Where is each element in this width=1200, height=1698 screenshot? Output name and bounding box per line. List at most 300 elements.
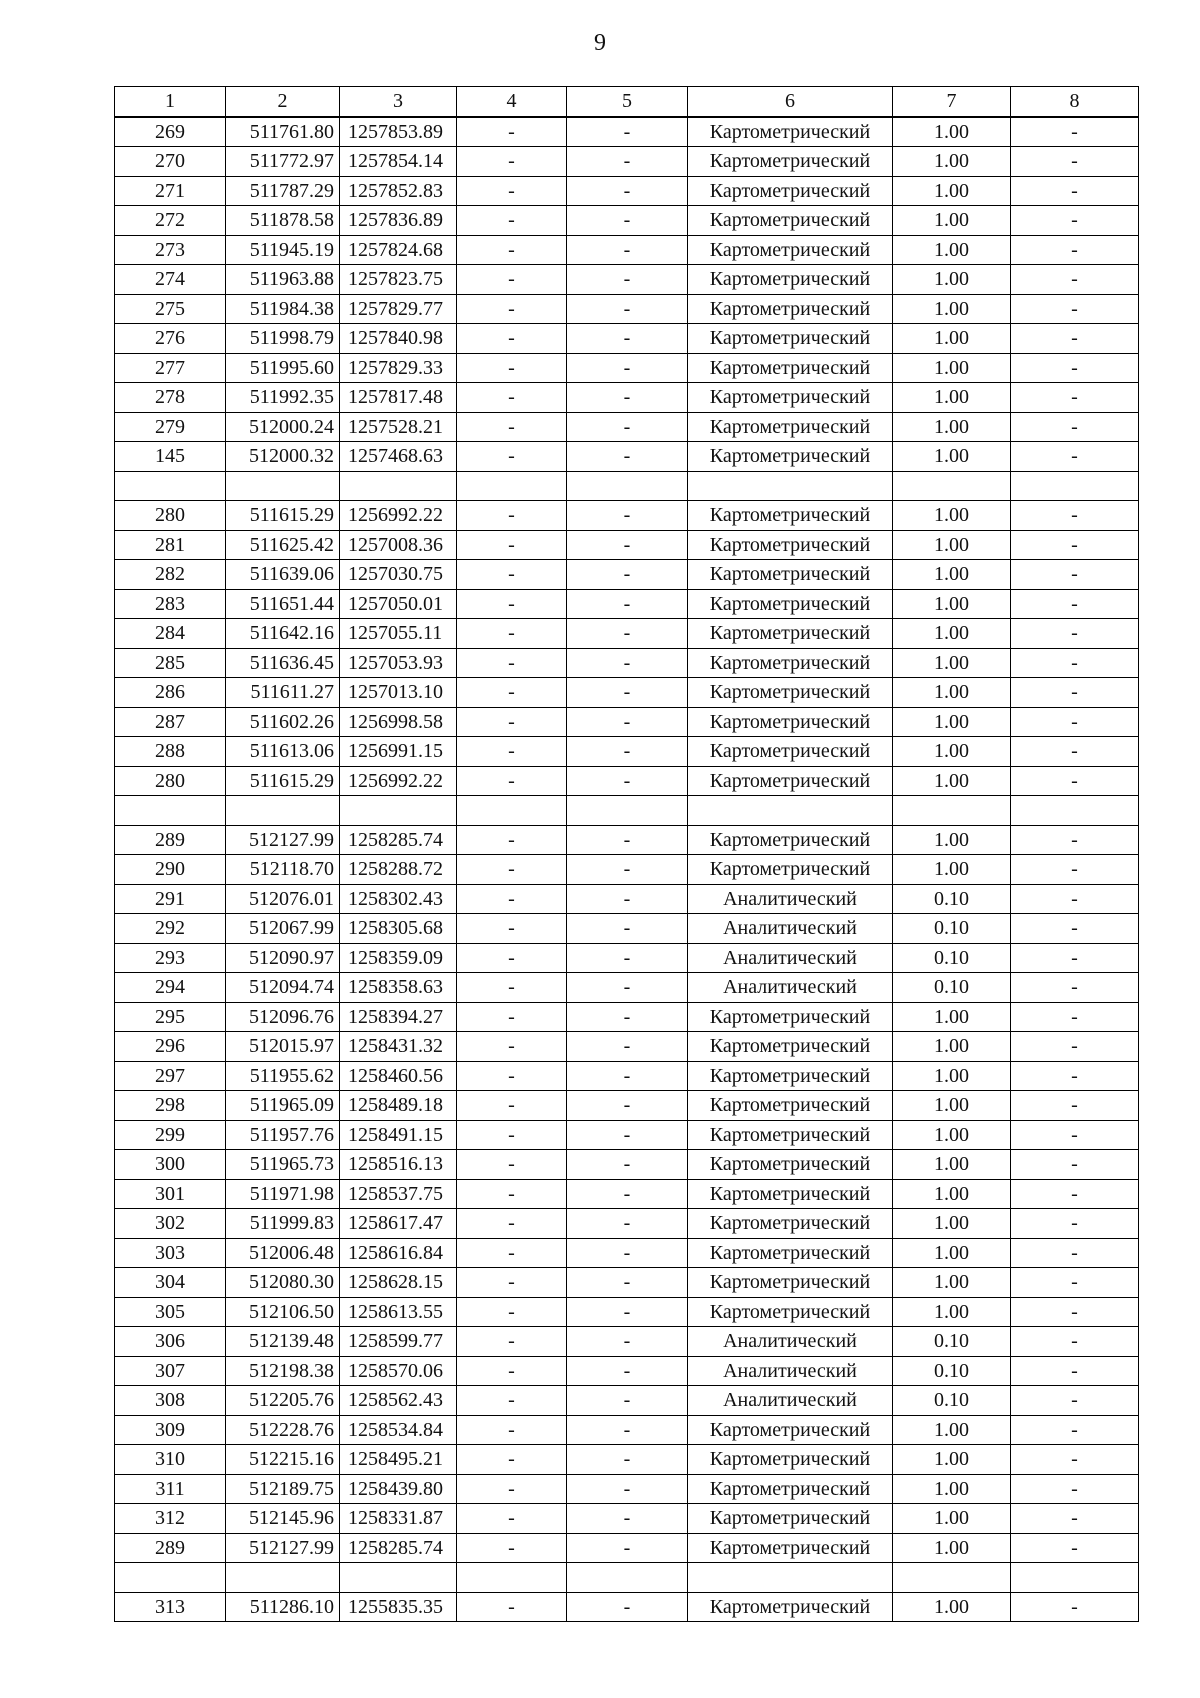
table-row <box>115 1061 1139 1091</box>
accuracy-cell: 1.00 <box>893 117 1011 147</box>
column-5-value-cell: - <box>567 589 688 619</box>
coordinate-y-cell: 1256992.22 <box>340 766 457 796</box>
table-row <box>115 796 1139 826</box>
point-number-cell: 290 <box>115 855 226 885</box>
table-row <box>115 678 1139 708</box>
accuracy-cell: 1.00 <box>893 1179 1011 1209</box>
point-number-cell: 279 <box>115 412 226 442</box>
column-4-value-cell: - <box>457 1268 567 1298</box>
column-5-value-cell: - <box>567 1091 688 1121</box>
column-8-value-cell <box>1011 1563 1139 1593</box>
coordinate-x-cell: 511957.76 <box>226 1120 340 1150</box>
table-row <box>115 1592 1139 1622</box>
coordinate-x-cell: 511615.29 <box>226 766 340 796</box>
column-5-value-cell: - <box>567 707 688 737</box>
table-row <box>115 1238 1139 1268</box>
point-number-cell: 284 <box>115 619 226 649</box>
coordinate-x-cell: 512067.99 <box>226 914 340 944</box>
column-4-value-cell: - <box>457 619 567 649</box>
table-row <box>115 1504 1139 1534</box>
column-5-value-cell: - <box>567 1592 688 1622</box>
column-4-value-cell: - <box>457 235 567 265</box>
column-4-value-cell: - <box>457 442 567 472</box>
coordinate-y-cell: 1258599.77 <box>340 1327 457 1357</box>
column-5-value-cell: - <box>567 147 688 177</box>
point-number-cell: 280 <box>115 766 226 796</box>
column-8-value-cell: - <box>1011 855 1139 885</box>
table-header <box>115 87 1139 117</box>
coordinate-x-cell: 511998.79 <box>226 324 340 354</box>
table-row <box>115 737 1139 767</box>
column-8-value-cell: - <box>1011 1091 1139 1121</box>
column-8-value-cell: - <box>1011 914 1139 944</box>
column-8-value-cell: - <box>1011 943 1139 973</box>
method-cell: Аналитический <box>688 1327 893 1357</box>
point-number-cell: 297 <box>115 1061 226 1091</box>
method-cell: Картометрический <box>688 1120 893 1150</box>
column-8-value-cell <box>1011 471 1139 501</box>
column-8-value-cell: - <box>1011 1002 1139 1032</box>
column-5-value-cell: - <box>567 324 688 354</box>
coordinate-x-cell: 512076.01 <box>226 884 340 914</box>
point-number-cell: 271 <box>115 176 226 206</box>
coordinate-y-cell: 1257468.63 <box>340 442 457 472</box>
coordinate-y-cell: 1258285.74 <box>340 825 457 855</box>
point-number-cell: 299 <box>115 1120 226 1150</box>
table-row <box>115 176 1139 206</box>
table-row <box>115 501 1139 531</box>
table-row <box>115 1091 1139 1121</box>
column-8-value-cell: - <box>1011 235 1139 265</box>
column-5-value-cell: - <box>567 1356 688 1386</box>
column-4-value-cell: - <box>457 353 567 383</box>
column-5-value-cell: - <box>567 678 688 708</box>
point-number-cell: 272 <box>115 206 226 236</box>
column-8-value-cell <box>1011 796 1139 826</box>
column-8-value-cell: - <box>1011 737 1139 767</box>
column-5-value-cell <box>567 1563 688 1593</box>
coordinate-x-cell: 511971.98 <box>226 1179 340 1209</box>
column-4-value-cell: - <box>457 855 567 885</box>
point-number-cell: 291 <box>115 884 226 914</box>
column-4-value-cell: - <box>457 324 567 354</box>
accuracy-cell: 1.00 <box>893 147 1011 177</box>
column-5-value-cell: - <box>567 1415 688 1445</box>
coordinate-y-cell: 1258439.80 <box>340 1474 457 1504</box>
coordinate-y-cell: 1258489.18 <box>340 1091 457 1121</box>
column-8-value-cell: - <box>1011 294 1139 324</box>
accuracy-cell <box>893 471 1011 501</box>
accuracy-cell: 1.00 <box>893 855 1011 885</box>
table-row <box>115 619 1139 649</box>
accuracy-cell: 1.00 <box>893 324 1011 354</box>
coordinate-y-cell: 1256991.15 <box>340 737 457 767</box>
column-4-value-cell: - <box>457 117 567 147</box>
accuracy-cell: 1.00 <box>893 1504 1011 1534</box>
accuracy-cell: 1.00 <box>893 412 1011 442</box>
point-number-cell: 278 <box>115 383 226 413</box>
method-cell: Аналитический <box>688 914 893 944</box>
table-row <box>115 825 1139 855</box>
point-number-cell: 292 <box>115 914 226 944</box>
accuracy-cell: 1.00 <box>893 1061 1011 1091</box>
table-row <box>115 324 1139 354</box>
column-8-value-cell: - <box>1011 1415 1139 1445</box>
accuracy-cell: 1.00 <box>893 1238 1011 1268</box>
column-4-value-cell: - <box>457 294 567 324</box>
coordinate-x-cell: 511995.60 <box>226 353 340 383</box>
column-header-1: 1 <box>115 87 226 117</box>
accuracy-cell: 1.00 <box>893 1002 1011 1032</box>
column-8-value-cell: - <box>1011 530 1139 560</box>
table-row <box>115 914 1139 944</box>
point-number-cell: 307 <box>115 1356 226 1386</box>
accuracy-cell: 0.10 <box>893 914 1011 944</box>
coordinate-y-cell: 1258570.06 <box>340 1356 457 1386</box>
column-4-value-cell: - <box>457 884 567 914</box>
coordinate-x-cell: 511955.62 <box>226 1061 340 1091</box>
column-5-value-cell: - <box>567 1327 688 1357</box>
point-number-cell: 309 <box>115 1415 226 1445</box>
method-cell: Картометрический <box>688 176 893 206</box>
column-5-value-cell: - <box>567 1474 688 1504</box>
point-number-cell: 276 <box>115 324 226 354</box>
point-number-cell: 289 <box>115 825 226 855</box>
column-8-value-cell: - <box>1011 412 1139 442</box>
coordinate-x-cell: 511963.88 <box>226 265 340 295</box>
column-4-value-cell: - <box>457 825 567 855</box>
table-row <box>115 973 1139 1003</box>
accuracy-cell: 1.00 <box>893 619 1011 649</box>
accuracy-cell: 1.00 <box>893 442 1011 472</box>
coordinate-x-cell: 512189.75 <box>226 1474 340 1504</box>
point-number-cell: 275 <box>115 294 226 324</box>
method-cell: Картометрический <box>688 678 893 708</box>
coordinate-x-cell: 512090.97 <box>226 943 340 973</box>
column-8-value-cell: - <box>1011 648 1139 678</box>
coordinate-x-cell: 512215.16 <box>226 1445 340 1475</box>
coordinate-y-cell <box>340 796 457 826</box>
column-5-value-cell: - <box>567 914 688 944</box>
coordinate-x-cell: 511642.16 <box>226 619 340 649</box>
column-8-value-cell: - <box>1011 678 1139 708</box>
coordinate-x-cell: 511772.97 <box>226 147 340 177</box>
column-8-value-cell: - <box>1011 1386 1139 1416</box>
column-8-value-cell: - <box>1011 1297 1139 1327</box>
coordinate-x-cell: 511878.58 <box>226 206 340 236</box>
column-header-2: 2 <box>226 87 340 117</box>
method-cell: Аналитический <box>688 1356 893 1386</box>
table-row <box>115 1120 1139 1150</box>
method-cell: Картометрический <box>688 707 893 737</box>
coordinate-y-cell: 1258359.09 <box>340 943 457 973</box>
column-4-value-cell: - <box>457 737 567 767</box>
column-4-value-cell: - <box>457 1415 567 1445</box>
coordinate-x-cell: 512006.48 <box>226 1238 340 1268</box>
coordinate-y-cell: 1257852.83 <box>340 176 457 206</box>
column-8-value-cell: - <box>1011 176 1139 206</box>
point-number-cell: 274 <box>115 265 226 295</box>
column-4-value-cell: - <box>457 1592 567 1622</box>
column-header-8: 8 <box>1011 87 1139 117</box>
table-row <box>115 766 1139 796</box>
column-8-value-cell: - <box>1011 1120 1139 1150</box>
point-number-cell: 311 <box>115 1474 226 1504</box>
method-cell: Картометрический <box>688 825 893 855</box>
column-5-value-cell: - <box>567 265 688 295</box>
column-5-value-cell: - <box>567 206 688 236</box>
column-5-value-cell: - <box>567 619 688 649</box>
column-5-value-cell: - <box>567 1209 688 1239</box>
table-row <box>115 1209 1139 1239</box>
accuracy-cell: 1.00 <box>893 1209 1011 1239</box>
column-5-value-cell: - <box>567 1032 688 1062</box>
coordinate-y-cell: 1257836.89 <box>340 206 457 236</box>
accuracy-cell: 0.10 <box>893 884 1011 914</box>
method-cell: Картометрический <box>688 1238 893 1268</box>
table-row <box>115 412 1139 442</box>
column-4-value-cell: - <box>457 1032 567 1062</box>
column-5-value-cell: - <box>567 1120 688 1150</box>
point-number-cell: 283 <box>115 589 226 619</box>
column-5-value-cell: - <box>567 766 688 796</box>
point-number-cell: 281 <box>115 530 226 560</box>
column-8-value-cell: - <box>1011 1268 1139 1298</box>
column-5-value-cell <box>567 471 688 501</box>
column-8-value-cell: - <box>1011 825 1139 855</box>
coordinate-x-cell: 511761.80 <box>226 117 340 147</box>
table-row <box>115 884 1139 914</box>
method-cell: Картометрический <box>688 206 893 236</box>
point-number-cell: 296 <box>115 1032 226 1062</box>
column-8-value-cell: - <box>1011 619 1139 649</box>
column-8-value-cell: - <box>1011 117 1139 147</box>
coordinate-x-cell: 511615.29 <box>226 501 340 531</box>
coordinate-y-cell: 1258537.75 <box>340 1179 457 1209</box>
table-row <box>115 147 1139 177</box>
point-number-cell: 288 <box>115 737 226 767</box>
column-4-value-cell <box>457 796 567 826</box>
column-8-value-cell: - <box>1011 560 1139 590</box>
coordinate-x-cell <box>226 796 340 826</box>
point-number-cell: 305 <box>115 1297 226 1327</box>
coordinate-y-cell: 1258617.47 <box>340 1209 457 1239</box>
coordinate-y-cell: 1257008.36 <box>340 530 457 560</box>
coordinate-x-cell: 511945.19 <box>226 235 340 265</box>
accuracy-cell: 1.00 <box>893 1268 1011 1298</box>
point-number-cell: 277 <box>115 353 226 383</box>
column-8-value-cell: - <box>1011 383 1139 413</box>
coordinate-x-cell: 511286.10 <box>226 1592 340 1622</box>
method-cell: Картометрический <box>688 1091 893 1121</box>
column-5-value-cell: - <box>567 383 688 413</box>
page-number: 9 <box>594 30 606 56</box>
method-cell: Картометрический <box>688 530 893 560</box>
method-cell: Картометрический <box>688 1179 893 1209</box>
accuracy-cell: 1.00 <box>893 1120 1011 1150</box>
coordinate-y-cell: 1257030.75 <box>340 560 457 590</box>
method-cell: Картометрический <box>688 1445 893 1475</box>
method-cell: Картометрический <box>688 501 893 531</box>
method-cell: Картометрический <box>688 1032 893 1062</box>
coordinate-x-cell: 512080.30 <box>226 1268 340 1298</box>
column-4-value-cell: - <box>457 1209 567 1239</box>
method-cell: Аналитический <box>688 973 893 1003</box>
coordinate-x-cell: 511602.26 <box>226 707 340 737</box>
coordinate-x-cell: 512096.76 <box>226 1002 340 1032</box>
coordinate-y-cell: 1257823.75 <box>340 265 457 295</box>
coordinate-y-cell: 1258285.74 <box>340 1533 457 1563</box>
column-4-value-cell: - <box>457 707 567 737</box>
method-cell: Картометрический <box>688 1592 893 1622</box>
column-5-value-cell: - <box>567 235 688 265</box>
column-5-value-cell: - <box>567 825 688 855</box>
method-cell: Картометрический <box>688 766 893 796</box>
coordinate-y-cell <box>340 1563 457 1593</box>
column-4-value-cell: - <box>457 1474 567 1504</box>
column-5-value-cell: - <box>567 117 688 147</box>
point-number-cell: 145 <box>115 442 226 472</box>
column-header-4: 4 <box>457 87 567 117</box>
coordinate-y-cell: 1258491.15 <box>340 1120 457 1150</box>
column-header-3: 3 <box>340 87 457 117</box>
method-cell <box>688 796 893 826</box>
column-5-value-cell: - <box>567 1179 688 1209</box>
point-number-cell: 294 <box>115 973 226 1003</box>
column-4-value-cell: - <box>457 1356 567 1386</box>
coordinate-x-cell: 511613.06 <box>226 737 340 767</box>
column-4-value-cell: - <box>457 943 567 973</box>
header-row <box>115 87 1139 117</box>
method-cell: Картометрический <box>688 1150 893 1180</box>
table-row <box>115 530 1139 560</box>
coordinate-x-cell: 512228.76 <box>226 1415 340 1445</box>
method-cell: Картометрический <box>688 353 893 383</box>
table-row <box>115 1533 1139 1563</box>
accuracy-cell: 1.00 <box>893 1474 1011 1504</box>
column-header-7: 7 <box>893 87 1011 117</box>
coordinate-x-cell: 511992.35 <box>226 383 340 413</box>
coordinate-y-cell: 1256992.22 <box>340 501 457 531</box>
coordinate-y-cell: 1258394.27 <box>340 1002 457 1032</box>
table-row <box>115 648 1139 678</box>
table-row <box>115 1002 1139 1032</box>
coordinate-y-cell: 1257853.89 <box>340 117 457 147</box>
accuracy-cell: 1.00 <box>893 294 1011 324</box>
column-4-value-cell: - <box>457 1504 567 1534</box>
coordinate-x-cell: 511965.09 <box>226 1091 340 1121</box>
point-number-cell: 285 <box>115 648 226 678</box>
column-8-value-cell: - <box>1011 442 1139 472</box>
column-4-value-cell: - <box>457 1327 567 1357</box>
accuracy-cell <box>893 796 1011 826</box>
point-number-cell: 273 <box>115 235 226 265</box>
accuracy-cell: 0.10 <box>893 1356 1011 1386</box>
column-4-value-cell: - <box>457 1445 567 1475</box>
column-header-6: 6 <box>688 87 893 117</box>
point-number-cell: 304 <box>115 1268 226 1298</box>
column-4-value-cell: - <box>457 501 567 531</box>
accuracy-cell: 1.00 <box>893 1150 1011 1180</box>
method-cell: Картометрический <box>688 855 893 885</box>
point-number-cell: 280 <box>115 501 226 531</box>
accuracy-cell <box>893 1563 1011 1593</box>
column-5-value-cell: - <box>567 530 688 560</box>
point-number-cell: 282 <box>115 560 226 590</box>
column-8-value-cell: - <box>1011 1327 1139 1357</box>
column-5-value-cell: - <box>567 737 688 767</box>
point-number-cell: 293 <box>115 943 226 973</box>
column-4-value-cell: - <box>457 1533 567 1563</box>
method-cell: Картометрический <box>688 648 893 678</box>
accuracy-cell: 1.00 <box>893 1592 1011 1622</box>
coordinate-x-cell <box>226 471 340 501</box>
table-row <box>115 1356 1139 1386</box>
column-8-value-cell: - <box>1011 1533 1139 1563</box>
table-row <box>115 442 1139 472</box>
table-row <box>115 1268 1139 1298</box>
table-row <box>115 265 1139 295</box>
method-cell: Картометрический <box>688 412 893 442</box>
method-cell: Картометрический <box>688 147 893 177</box>
point-number-cell: 313 <box>115 1592 226 1622</box>
column-8-value-cell: - <box>1011 147 1139 177</box>
accuracy-cell: 1.00 <box>893 383 1011 413</box>
table-row <box>115 1563 1139 1593</box>
column-4-value-cell: - <box>457 560 567 590</box>
accuracy-cell: 1.00 <box>893 1533 1011 1563</box>
coordinate-x-cell: 511965.73 <box>226 1150 340 1180</box>
accuracy-cell: 1.00 <box>893 648 1011 678</box>
column-4-value-cell: - <box>457 1150 567 1180</box>
column-8-value-cell: - <box>1011 707 1139 737</box>
accuracy-cell: 1.00 <box>893 1445 1011 1475</box>
column-4-value-cell: - <box>457 1386 567 1416</box>
accuracy-cell: 1.00 <box>893 1297 1011 1327</box>
accuracy-cell: 0.10 <box>893 943 1011 973</box>
method-cell: Картометрический <box>688 1297 893 1327</box>
point-number-cell: 310 <box>115 1445 226 1475</box>
accuracy-cell: 0.10 <box>893 973 1011 1003</box>
column-5-value-cell: - <box>567 1002 688 1032</box>
table-row <box>115 1474 1139 1504</box>
method-cell: Картометрический <box>688 737 893 767</box>
accuracy-cell: 1.00 <box>893 707 1011 737</box>
point-number-cell: 269 <box>115 117 226 147</box>
column-8-value-cell: - <box>1011 1445 1139 1475</box>
coordinate-x-cell: 512000.24 <box>226 412 340 442</box>
column-5-value-cell: - <box>567 1504 688 1534</box>
method-cell: Картометрический <box>688 1474 893 1504</box>
coordinate-y-cell: 1257829.33 <box>340 353 457 383</box>
column-4-value-cell: - <box>457 678 567 708</box>
column-5-value-cell: - <box>567 884 688 914</box>
coordinate-x-cell: 512127.99 <box>226 825 340 855</box>
column-4-value-cell <box>457 471 567 501</box>
column-4-value-cell <box>457 1563 567 1593</box>
column-5-value-cell: - <box>567 1445 688 1475</box>
method-cell: Картометрический <box>688 294 893 324</box>
table-row <box>115 589 1139 619</box>
method-cell: Картометрический <box>688 619 893 649</box>
accuracy-cell: 1.00 <box>893 176 1011 206</box>
coordinate-x-cell: 512015.97 <box>226 1032 340 1062</box>
column-4-value-cell: - <box>457 147 567 177</box>
column-5-value-cell: - <box>567 943 688 973</box>
method-cell: Картометрический <box>688 1415 893 1445</box>
accuracy-cell: 1.00 <box>893 1415 1011 1445</box>
coordinate-y-cell <box>340 471 457 501</box>
